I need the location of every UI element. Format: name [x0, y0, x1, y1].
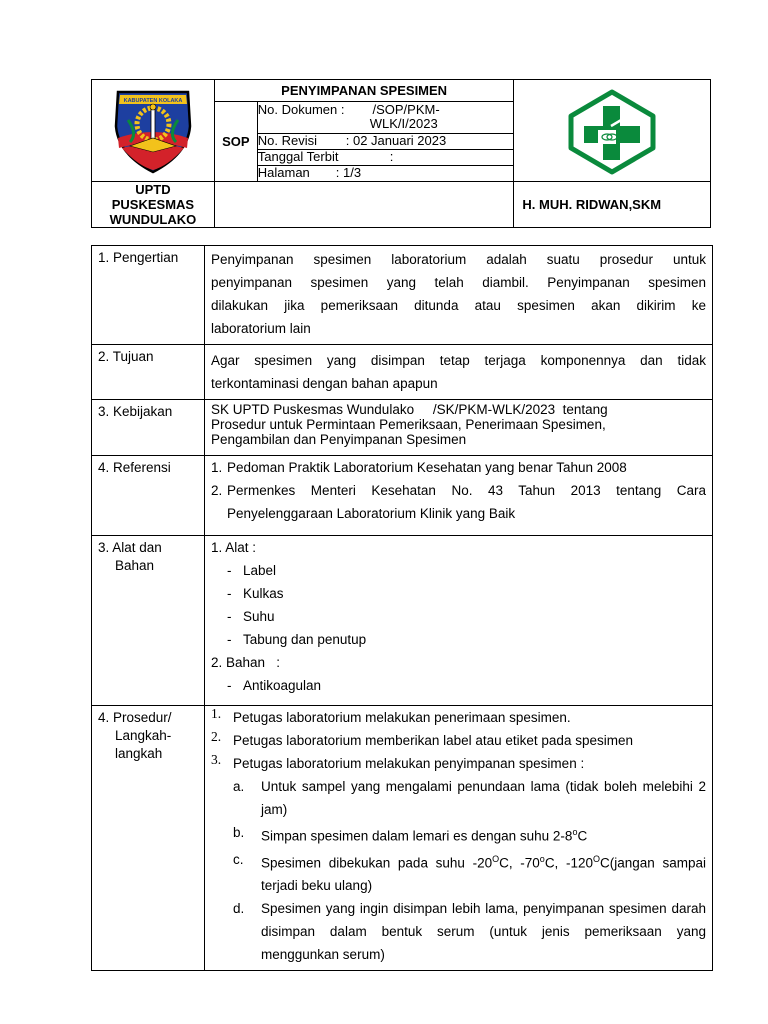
list-item: Suhu — [243, 609, 275, 624]
sub-step-text — [261, 821, 706, 848]
bullet: - — [227, 563, 232, 578]
sop-content-table — [91, 245, 713, 971]
list-item: Label — [243, 563, 277, 578]
sop-label: SOP — [214, 102, 257, 182]
text-part: C(jangan sampai terjadi beku ulang) — [261, 855, 707, 893]
document-meta — [258, 102, 514, 181]
text-line: Agar spesimen yang disimpan tetap terjaga komponennya dan tidak — [211, 353, 706, 368]
degree-sup: O — [593, 853, 601, 864]
section-label: 1. Pengertian — [92, 246, 205, 345]
organization-name — [92, 182, 215, 228]
text-line: dilakukan jika pemeriksaan ditunda atau spesimen akan dikirim ke — [211, 298, 706, 313]
bullet: - — [227, 609, 232, 624]
kolaka-regency-logo-icon — [108, 86, 198, 176]
logo-text: KABUPATEN KOLAKA — [123, 97, 183, 104]
sub-step-letter: c. — [233, 851, 244, 867]
bullet: - — [227, 586, 232, 601]
step-number: 1. — [211, 706, 222, 721]
doc-no-label: No. Dokumen : — [257, 102, 345, 117]
bullet: - — [227, 678, 232, 693]
step-text: Petugas laboratorium memberikan label atau etiket pada spesimen — [233, 733, 633, 748]
bullet: - — [227, 632, 232, 647]
prosedur-content — [205, 706, 713, 971]
table-row — [92, 400, 713, 456]
document-header — [91, 79, 711, 228]
list-item: Kulkas — [243, 586, 284, 601]
puskesmas-logo-cell — [514, 80, 711, 182]
list-item-cont: Penyelenggaraan Laboratorium Klinik yang Baik — [227, 506, 516, 521]
degree-sup: o — [572, 827, 578, 837]
doc-no-value-cont: WLK/I/2023 — [369, 116, 438, 131]
text-part: Simpan spesimen dalam lemari es dengan suhu 2-8 — [261, 828, 573, 844]
section-label — [92, 706, 205, 971]
terbit-value: : — [389, 149, 394, 164]
kebijakan-content — [205, 400, 713, 456]
list-number: 2. — [211, 483, 223, 498]
halaman-value: : 1/3 — [335, 165, 362, 181]
sub-step-text: Spesimen yang ingin disimpan lebih lama, penyimpanan spesimen darah disimpan dalam bentuk serum (untuk jenis pemeriksaan yang menggunkan serum) — [261, 901, 706, 962]
sub-heading: 2. Bahan : — [211, 655, 281, 670]
tujuan-content — [205, 345, 713, 400]
section-label: 3. Kebijakan — [92, 400, 205, 456]
label-line: 4. Prosedur/ — [98, 710, 172, 725]
list-item: Permenkes Menteri Kesehatan No. 43 Tahun 2013 tentang Cara — [227, 483, 706, 498]
table-row — [92, 345, 713, 400]
text-line: penyimpanan spesimen yang telah diambil. Penyimpanan spesimen — [211, 275, 706, 290]
table-row — [92, 536, 713, 706]
revisi-label: No. Revisi — [257, 133, 318, 148]
revisi-value: : 02 Januari 2023 — [345, 133, 447, 148]
text-line: SK UPTD Puskesmas Wundulako /SK/PKM-WLK/2023 tentang — [211, 402, 608, 417]
sub-step-text: Untuk sampel yang mengalami penundaan lama (tidak boleh melebihi 2 jam) — [261, 779, 706, 817]
list-item: Antikoagulan — [243, 678, 322, 693]
label-line: langkah — [115, 746, 163, 761]
regency-logo-cell — [92, 80, 215, 182]
text-line: Prosedur untuk Permintaan Pemeriksaan, Penerimaan Spesimen, — [211, 417, 606, 432]
text-line: Penyimpanan spesimen laboratorium adalah suatu prosedur untuk — [211, 252, 706, 267]
signer-name: H. MUH. RIDWAN,SKM — [514, 182, 711, 228]
sub-step-letter: b. — [233, 825, 245, 840]
step-number: 2. — [211, 729, 222, 744]
list-number: 1. — [211, 460, 223, 475]
sub-step-letter: d. — [233, 901, 245, 916]
puskesmas-logo-icon — [562, 86, 662, 176]
empty-cell — [214, 182, 514, 228]
text-part: Spesimen dibekukan pada suhu -20 — [261, 855, 493, 870]
org-line: UPTD — [135, 182, 171, 197]
label-line: Langkah- — [115, 728, 172, 743]
text-part: C, -120 — [544, 855, 594, 870]
section-label — [92, 536, 205, 706]
degree-sup: o — [539, 853, 545, 864]
text-part: C, -70 — [499, 855, 540, 870]
pengertian-content — [205, 246, 713, 345]
step-number: 3. — [211, 752, 222, 767]
table-row — [92, 456, 713, 536]
text-line: laboratorium lain — [211, 321, 311, 336]
sub-step-letter: a. — [233, 779, 245, 794]
list-item: Tabung dan penutup — [243, 632, 367, 647]
sub-step-text — [261, 848, 706, 898]
org-line: WUNDULAKO — [109, 212, 197, 227]
label-line: 3. Alat dan — [98, 540, 162, 555]
section-label: 2. Tujuan — [92, 345, 205, 400]
sub-heading: 1. Alat : — [211, 540, 257, 555]
list-item: Pedoman Praktik Laboratorium Kesehatan yang benar Tahun 2008 — [227, 460, 627, 475]
degree-sup: O — [492, 853, 500, 864]
section-label: 4. Referensi — [92, 456, 205, 536]
label-line: Bahan — [115, 558, 155, 573]
alat-bahan-content — [205, 536, 713, 706]
org-line: PUSKESMAS — [111, 197, 195, 212]
doc-no-value: /SOP/PKM- — [372, 102, 440, 117]
text-line: Pengambilan dan Penyimpanan Spesimen — [211, 432, 467, 447]
text-line: terkontaminasi dengan bahan apapun — [211, 376, 438, 391]
step-text: Petugas laboratorium melakukan penerimaan spesimen. — [233, 710, 571, 725]
referensi-content — [205, 456, 713, 536]
text-part: C — [577, 828, 588, 844]
document-title: PENYIMPANAN SPESIMEN — [214, 80, 514, 102]
step-text: Petugas laboratorium melakukan penyimpanan spesimen : — [233, 756, 585, 771]
table-row — [92, 246, 713, 345]
table-row — [92, 706, 713, 971]
terbit-label: Tanggal Terbit — [257, 149, 339, 164]
halaman-label: Halaman — [257, 165, 310, 181]
